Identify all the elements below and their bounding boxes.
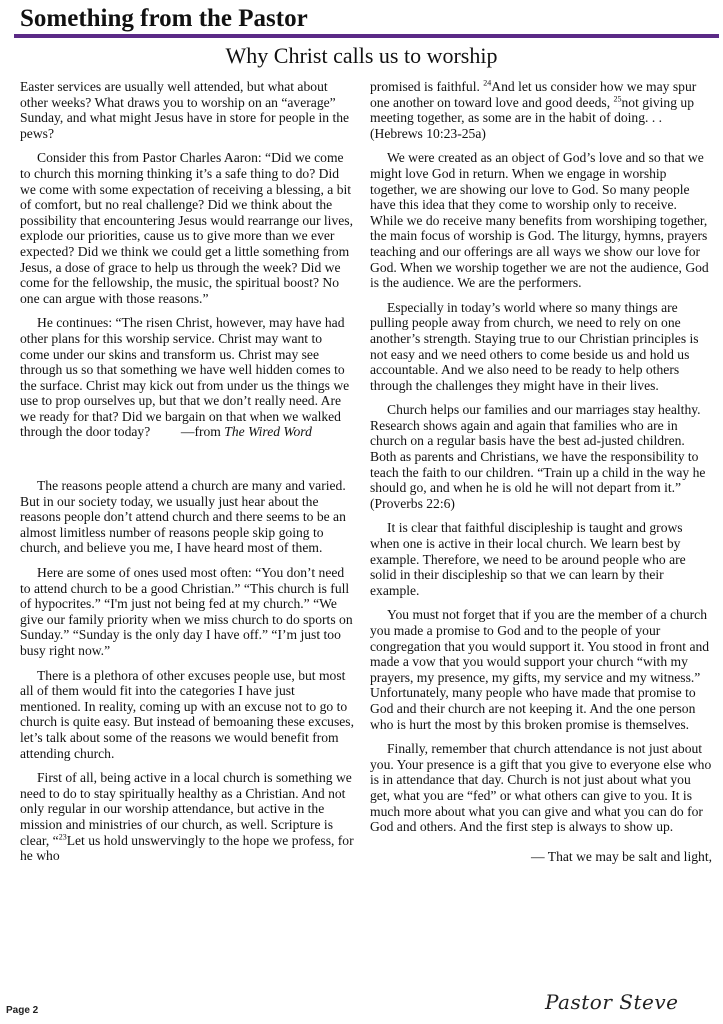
attribution-prefix: —from [180,424,221,440]
paragraph: Especially in today’s world where so many things are pulling people away from church, we need to rely on one another’s strength. Staying true to our Christian principles is not easy and we need others to come beside us and hold us accountable. And we also need to be ready to help others through the challenges they might have in their lives. [370,299,699,393]
paragraph-text: not giving up meeting together, as some are in the habit of doing. . . (Hebrews 10:23-25a) [370,94,695,141]
page-number: Page 2 [6,1005,39,1016]
paragraph-text: He continues: “The risen Christ, however, may have had other plans for this worship service. Christ may want to come under our skins and transform us. Christ may see through us so that something we have well hidden comes to the surface. Christ may kick out from under us the things we use to prop ourselves up, but that we don’t really need. Are we ready for that? Did we bargain on that when we walked through the door today? [20,315,350,440]
paragraph-text: And let us consider how we may spur one another on toward love and good deeds, [370,79,697,110]
closing-line: — That we may be salt and light, [531,848,712,864]
paragraph: Here are some of ones used most often: “You don’t need to attend church to be a good Christian.” “This church is full of hypocrites.” “I'm just not being fed at my church.” “We give our family priority when we miss church to do sports on Sunday.” “Sunday is the only day I have off.” “I’m just too busy right now.” [20,565,353,658]
article-column-left [20,79,354,873]
paragraph: Finally, remember that church attendance is not just about you. Your presence is a gift that you give to everyone else who is in attendance that day. Church is not just about what you get, what you are “fed” or what others can give to you. It is much more about what you can give and what you can do for God and others. And the first step is always to show up. [370,741,712,835]
paragraph: Consider this from Pastor Charles Aaron: “Did we come to church this morning thinking it’s a safe thing to do? Did we come with some expectation of receiving a blessing, a bit of comfort, but no real challenge? Did we think about the possibility that encountering Jesus would rearrange our lives, explode our priorities, cause us to give more than we ever expected? Did we think we could get a little something from Jesus, a dose of grace to help us through the week? Did we come for the fellowship, the music, the spiritual boost? No one can argue with those reasons.” [20,150,353,306]
paragraph: It is clear that faithful discipleship is taught and grows when one is active in their local church. We learn best by example. Therefore, we need to be around people who are solid in their discipleship so that we can learn by their example. [370,520,686,598]
paragraph [370,79,712,141]
paragraph: Easter services are usually well attended, but what about other weeks? What draws you to worship on an “average” Sunday, and what might Jesus have in store for people in the pews? [20,79,350,141]
verse-number: 23 [58,832,67,841]
paragraph: The reasons people attend a church are many and varied. But in our society today, we usually just hear about the reasons people don’t attend church and there seems to be an almost limitless number of reasons people skip going to church, and believe you me, I have heard most of them. [20,478,346,556]
header-divider [14,34,719,38]
paragraph: We were created as an object of God’s love and so that we might love God in return. When we engage in worship together, we are showing our love to God. So many people have this idea that they come to worship only to receive. While we do receive many benefits from worshiping together, the main focus of worship is God. The liturgy, hymns, prayers teaching and our offerings are all ways we show our love for God. When we worship together we are not the audience, God is the audience. We are the performers. [370,150,709,291]
newsletter-section-title: Something from the Pastor [20,5,308,32]
paragraph: You must not forget that if you are the member of a church you made a promise to God and to the people of your congregation that you would support it. You stood in front and made a vow that you would support your church “with my prayers, my presence, my gifts, my service and my witness.” Unfortunately, many people who have made that promise to God and their church are not keeping it. And the one person who is hurt the most by this broken promise is themselves. [370,607,710,732]
verse-number: 24 [483,78,492,88]
article-column-right [370,79,712,873]
paragraph: There is a plethora of other excuses people use, but most all of them would fit into the categories I have just mentioned. In reality, coming up with an excuse not to go to church is quite easy. But instead of bemoaning these excuses, let’s talk about some of the reasons we would benefit from attending church. [20,667,354,761]
paragraph-text: First of all, being active in a local church is something we need to do to stay spiritually healthy as a Christian. And not only regular in our worship attendance, but active in the mission and ministries of our church, as well. Scripture is clear, “ [20,770,352,848]
paragraph: Church helps our families and our marriages stay healthy. Research shows again and again that families who are in church on a regular basis have the best ad-justed children. Both as parents and Christians, we have the responsibility to teach the faith to our children. “Train up a child in the way he should go, and when he is old he will not depart from it.” (Proverbs 22:6) [370,402,706,511]
paragraph [20,315,354,440]
paragraph [20,770,354,864]
attribution-source: The Wired Word [224,424,312,440]
verse-number: 25 [613,94,622,104]
paragraph-text: Let us hold unswervingly to the hope we profess, for he who [20,832,354,864]
paragraph-text: promised is faithful. [370,79,484,94]
pastor-signature: Pastor Steve [545,990,679,1014]
article-title: Why Christ calls us to worship [225,43,498,68]
